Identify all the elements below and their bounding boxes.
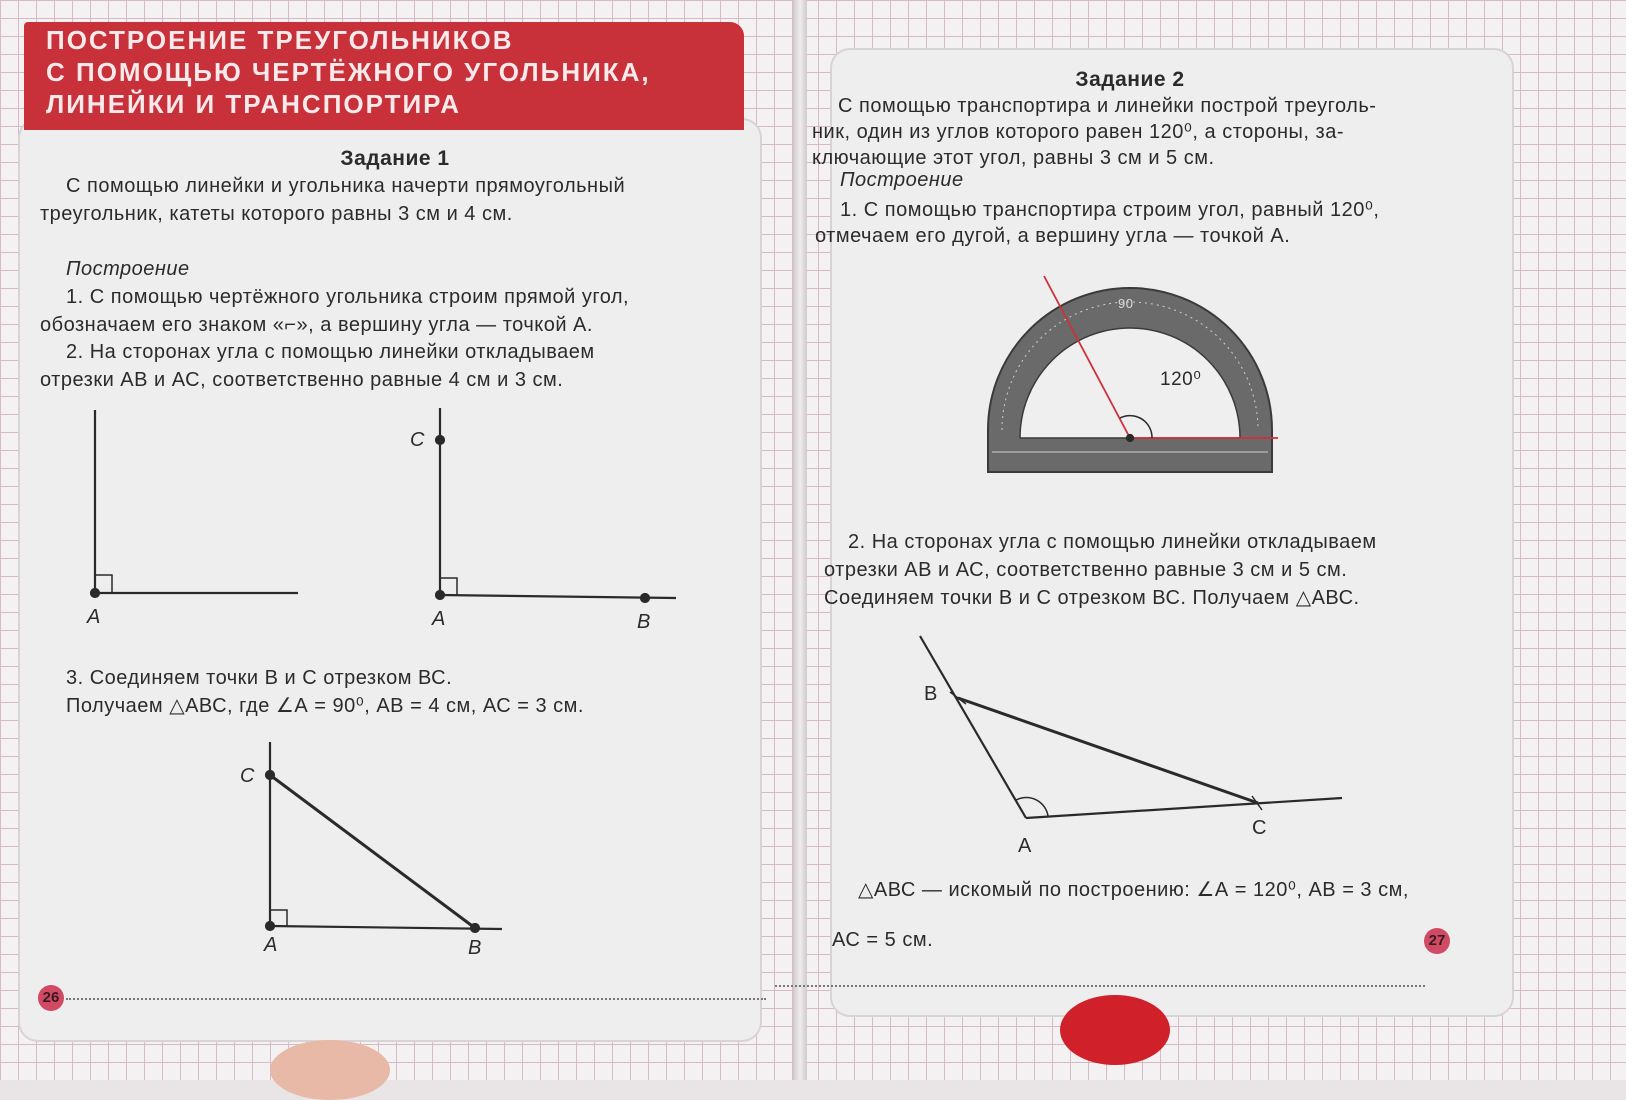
task1-step1-line2: обозначаем его знаком «⌐», а вершину угла — точкой А. bbox=[40, 314, 593, 336]
figure3-label-a: A bbox=[264, 934, 278, 956]
task1-step3-line2: Получаем △АВС, где ∠А = 90⁰, АВ = 4 см, АС = 3 см. bbox=[66, 695, 584, 717]
figure5-obtuse-triangle bbox=[920, 636, 1342, 818]
task1-step1-line1: 1. С помощью чертёжного угольника строим прямой угол, bbox=[66, 286, 630, 308]
figure2-label-a: A bbox=[432, 608, 446, 630]
task2-line2: ник, один из углов которого равен 120⁰, а стороны, за- bbox=[812, 121, 1344, 143]
task1-construction-heading: Построение bbox=[66, 258, 190, 280]
task1-step3-line1: 3. Соединяем точки В и С отрезком ВС. bbox=[66, 667, 453, 689]
task1-line2: треугольник, катеты которого равны 3 см и 4 см. bbox=[40, 203, 513, 225]
figure2-label-b: B bbox=[637, 611, 651, 633]
chapter-title-line1: ПОСТРОЕНИЕ ТРЕУГОЛЬНИКОВ bbox=[46, 25, 514, 55]
task2-line3: ключающие этот угол, равны 3 см и 5 см. bbox=[812, 147, 1215, 169]
figure2-point-c bbox=[436, 436, 444, 444]
figure1-right-angle bbox=[91, 410, 298, 597]
task1-title: Задание 1 bbox=[340, 147, 450, 170]
task2-result-line1: △АВС — искомый по построению: ∠А = 120⁰, АВ = 3 см, bbox=[858, 879, 1409, 901]
figure5-label-b: B bbox=[924, 683, 938, 705]
figure1-label-a: A bbox=[87, 606, 101, 628]
figure3-point-c bbox=[266, 771, 274, 779]
figure3-label-c: C bbox=[240, 765, 255, 787]
task2-step1-line2: отмечаем его дугой, а вершину угла — точкой А. bbox=[815, 225, 1291, 247]
task2-step2-line3: Соединяем точки В и С отрезком ВС. Получаем △АВС. bbox=[824, 587, 1360, 609]
figure1-point-a bbox=[91, 589, 99, 597]
protractor-angle-label: 120⁰ bbox=[1160, 369, 1202, 390]
figure3-right-triangle bbox=[266, 742, 502, 932]
chapter-title-line3: ЛИНЕЙКИ И ТРАНСПОРТИРА bbox=[46, 89, 462, 119]
figure3-point-a bbox=[266, 922, 274, 930]
figure3-point-b bbox=[471, 924, 479, 932]
page-number-right: 27 bbox=[1424, 928, 1450, 954]
task2-result-line2: АС = 5 см. bbox=[832, 929, 934, 951]
finger-left bbox=[270, 1040, 390, 1100]
task1-line1: С помощью линейки и угольника начерти прямоугольный bbox=[66, 175, 626, 197]
task2-step2-line1: 2. На сторонах угла с помощью линейки откладываем bbox=[848, 531, 1377, 553]
figure2-point-a bbox=[436, 591, 444, 599]
figure2-segments bbox=[436, 408, 676, 602]
task2-step2-line2: отрезки АВ и АС, соответственно равные 3 см и 5 см. bbox=[824, 559, 1348, 581]
task2-title: Задание 2 bbox=[1075, 68, 1185, 91]
chapter-title-line2: С ПОМОЩЬЮ ЧЕРТЁЖНОГО УГОЛЬНИКА, bbox=[46, 57, 651, 87]
task2-line1: С помощью транспортира и линейки построй треуголь- bbox=[838, 95, 1377, 117]
fingernail-right bbox=[1060, 995, 1170, 1065]
task1-step2-line1: 2. На сторонах угла с помощью линейки откладываем bbox=[66, 341, 595, 363]
task2-step1-line1: 1. С помощью транспортира строим угол, равный 120⁰, bbox=[840, 199, 1380, 221]
page-number-left: 26 bbox=[38, 985, 64, 1011]
figure3-label-b: B bbox=[468, 937, 482, 959]
figure5-label-c: C bbox=[1252, 817, 1267, 839]
figure2-label-c: C bbox=[410, 429, 425, 451]
figure5-label-a: A bbox=[1018, 835, 1032, 857]
protractor-top-mark: 90 bbox=[1118, 296, 1134, 311]
task2-construction-heading: Построение bbox=[840, 169, 964, 191]
task1-step2-line2: отрезки АВ и АС, соответственно равные 4 см и 3 см. bbox=[40, 369, 564, 391]
figure2-point-b bbox=[641, 594, 649, 602]
